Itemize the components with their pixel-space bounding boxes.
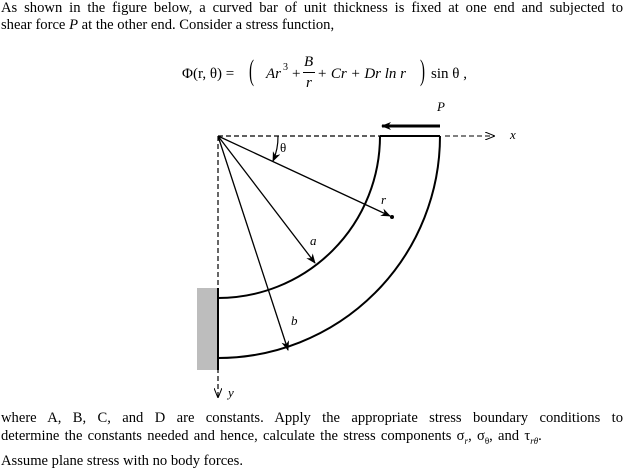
subscript: r xyxy=(464,435,469,446)
inner-arc xyxy=(218,136,380,298)
equation-rest: + Cr + Dr ln r xyxy=(317,66,407,82)
load-label: P xyxy=(437,99,445,114)
equation-lhs: Φ(r, θ) = xyxy=(182,66,235,82)
equation-term-1: Ar xyxy=(266,66,281,82)
radius-b-arrow xyxy=(218,136,288,350)
x-axis-label: x xyxy=(510,127,516,142)
radius-label: r xyxy=(381,192,387,207)
intro-line-1: As shown in the figure below, a curved bar of unit thickness is fixed at one end and subjected to xyxy=(1,0,623,16)
inner-radius-label: a xyxy=(310,233,317,248)
equation-exponent: 3 xyxy=(283,62,288,73)
intro-text: at the other end. Consider a stress function, xyxy=(77,17,335,33)
left-paren: ( xyxy=(249,54,254,87)
point-r xyxy=(390,215,394,219)
intro-text: shear force xyxy=(1,17,70,33)
outro-line-1: where A, B, C, and D are constants. Apply the appropriate stress boundary conditions to xyxy=(1,410,623,426)
outro-text: , σ xyxy=(468,428,485,444)
outro-text: determine the constants needed and hence, calculate the stress components σ xyxy=(1,428,465,444)
force-symbol: P xyxy=(69,17,78,33)
equation-trail: sin θ , xyxy=(431,66,467,82)
outer-radius-label: b xyxy=(291,313,298,328)
right-paren: ) xyxy=(420,54,425,87)
subscript: θ xyxy=(484,435,490,446)
fixed-wall xyxy=(197,288,218,370)
equation-plus: + xyxy=(292,66,301,82)
y-axis-label: y xyxy=(228,385,234,400)
theta-arc xyxy=(273,136,278,161)
outro-line-2 xyxy=(1,428,623,450)
outro-text: . xyxy=(538,428,542,444)
fraction-numerator: B xyxy=(304,54,314,70)
outro-text: , and τ xyxy=(489,428,531,444)
radius-a-arrow xyxy=(218,136,315,263)
radius-r-arrow xyxy=(218,136,390,216)
subscript: rθ xyxy=(530,435,539,446)
outro-line-3: Assume plane stress with no body forces. xyxy=(1,453,243,469)
fraction-denominator: r xyxy=(306,75,312,91)
outer-arc xyxy=(218,136,440,358)
angle-label: θ xyxy=(280,140,287,155)
